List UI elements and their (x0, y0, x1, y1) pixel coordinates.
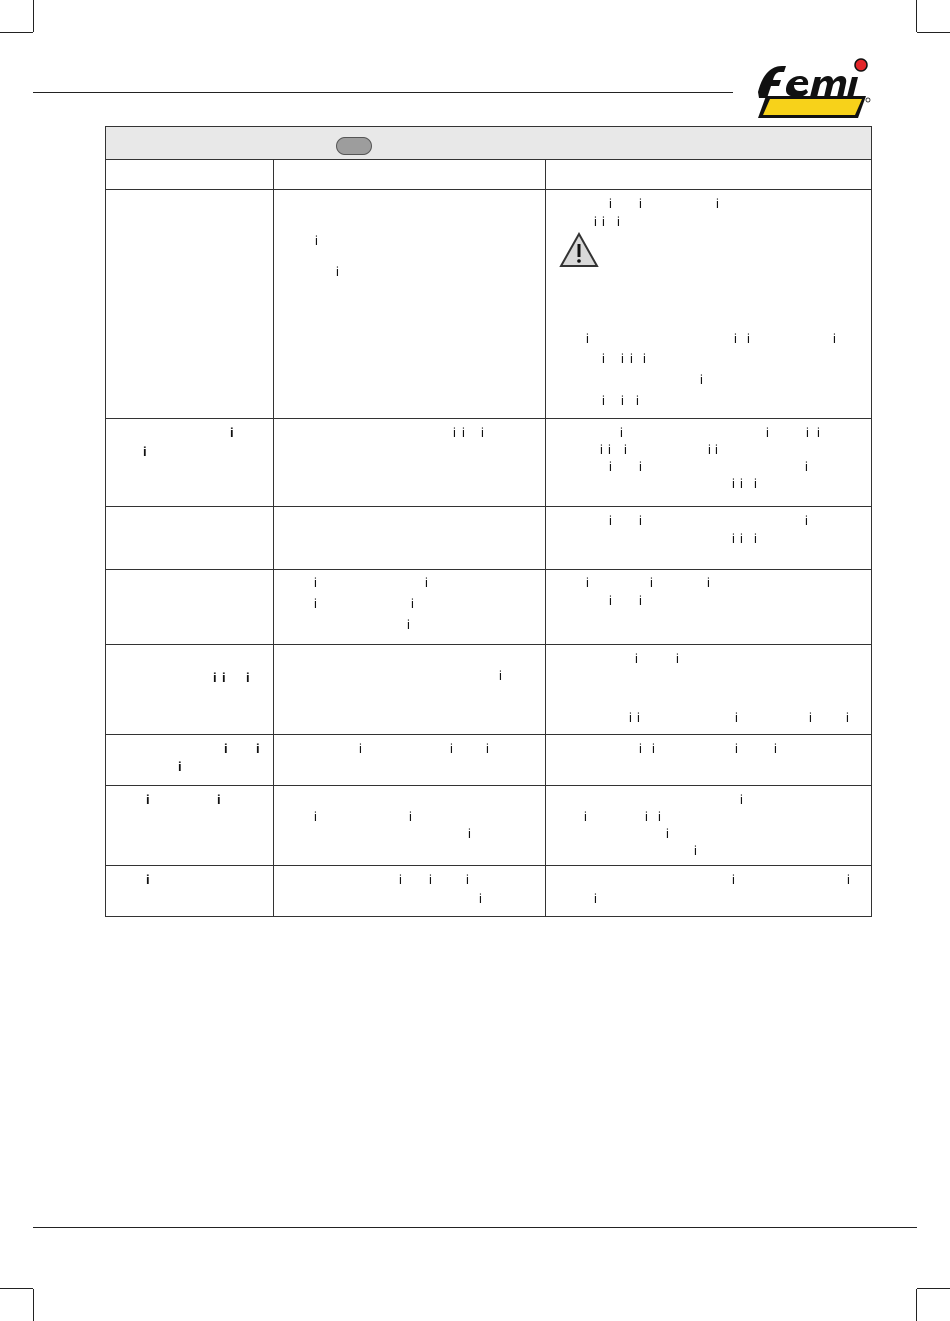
glyph: i (652, 741, 655, 756)
glyph: i (639, 741, 642, 756)
glyph: i (716, 196, 719, 211)
crop-mark-bottom-left (33, 1289, 34, 1321)
crop-mark-bottom-right (916, 1289, 917, 1321)
glyph: i (676, 651, 679, 666)
glyph: i (246, 670, 250, 685)
cell-solution (546, 786, 872, 866)
cell-problem (106, 419, 274, 507)
cell-cause (274, 735, 546, 786)
glyph: i (639, 513, 642, 528)
glyph: i (708, 442, 711, 457)
glyph: i (754, 476, 757, 491)
table-title-cell (106, 127, 872, 160)
cell-cause (274, 786, 546, 866)
glyph: i (602, 393, 605, 408)
glyph: i (411, 596, 414, 611)
table-row (106, 570, 872, 645)
glyph: i (740, 792, 743, 807)
glyph: i (636, 393, 639, 408)
glyph: i (833, 331, 836, 346)
glyph: i (146, 872, 150, 887)
glyph: i (650, 575, 653, 590)
glyph: i (314, 575, 317, 590)
cell-problem (106, 735, 274, 786)
glyph: i (658, 809, 661, 824)
glyph: i (217, 792, 221, 807)
glyph: i (700, 372, 703, 387)
glyph: i (314, 809, 317, 824)
glyph: i (635, 651, 638, 666)
glyph: i (425, 575, 428, 590)
table-row (106, 866, 872, 917)
glyph: i (732, 531, 735, 546)
glyph: i (630, 351, 633, 366)
cell-problem (106, 866, 274, 917)
glyph: i (594, 891, 597, 906)
glyph: i (645, 809, 648, 824)
glyph: i (479, 891, 482, 906)
glyph: i (429, 872, 432, 887)
table-row (106, 786, 872, 866)
glyph: i (817, 425, 820, 440)
cell-solution (546, 645, 872, 735)
glyph: i (621, 351, 624, 366)
warning-triangle-icon (559, 232, 599, 268)
cell-problem (106, 645, 274, 735)
crop-mark-bottom-left-h (0, 1288, 33, 1289)
glyph: i (715, 442, 718, 457)
glyph: i (609, 513, 612, 528)
cell-solution (546, 570, 872, 645)
cell-solution (546, 190, 872, 419)
glyph: i (732, 476, 735, 491)
glyph: i (694, 843, 697, 858)
glyph: i (407, 617, 410, 632)
glyph: i (586, 575, 589, 590)
glyph: i (639, 593, 642, 608)
table-row (106, 645, 872, 735)
cell-solution (546, 507, 872, 570)
glyph: i (637, 710, 640, 725)
glyph: i (735, 741, 738, 756)
glyph: i (617, 214, 620, 229)
glyph: i (230, 425, 234, 440)
cell-cause (274, 866, 546, 917)
glyph: i (629, 710, 632, 725)
glyph: i (846, 710, 849, 725)
cell-solution (546, 735, 872, 786)
header-col-problem (106, 160, 274, 190)
glyph: i (359, 741, 362, 756)
glyph: i (481, 425, 484, 440)
glyph: i (450, 741, 453, 756)
glyph: i (806, 425, 809, 440)
glyph: i (609, 593, 612, 608)
glyph: i (747, 331, 750, 346)
glyph: i (847, 872, 850, 887)
glyph: i (735, 710, 738, 725)
glyph: i (666, 826, 669, 841)
cell-problem (106, 507, 274, 570)
glyph: i (732, 872, 735, 887)
glyph: i (468, 826, 471, 841)
glyph: i (314, 596, 317, 611)
cell-solution (546, 866, 872, 917)
glyph: i (213, 670, 217, 685)
crop-mark-top-left (33, 0, 34, 32)
glyph: i (453, 425, 456, 440)
header-rule (33, 92, 733, 93)
table-row (106, 190, 872, 419)
table-row (106, 419, 872, 507)
glyph: i (486, 741, 489, 756)
crop-mark-top-right-h (917, 32, 950, 33)
header-col-solution (546, 160, 872, 190)
glyph: i (609, 459, 612, 474)
femi-logo (748, 54, 872, 124)
glyph: i (620, 425, 623, 440)
table-row (106, 507, 872, 570)
table-title-row (106, 127, 872, 160)
glyph: i (754, 531, 757, 546)
glyph: i (466, 872, 469, 887)
glyph: i (740, 531, 743, 546)
glyph: i (336, 264, 339, 279)
glyph: i (624, 442, 627, 457)
glyph: i (586, 331, 589, 346)
table-row (106, 735, 872, 786)
header-col-cause (274, 160, 546, 190)
glyph: i (608, 442, 611, 457)
crop-mark-top-left-h (0, 32, 33, 33)
glyph: i (805, 459, 808, 474)
glyph: i (600, 442, 603, 457)
glyph: i (178, 759, 182, 774)
glyph: i (499, 668, 502, 683)
glyph: i (409, 809, 412, 824)
glyph: i (805, 513, 808, 528)
crop-mark-top-right (916, 0, 917, 32)
glyph: i (774, 741, 777, 756)
femi-logo-icon (748, 54, 872, 124)
cell-cause (274, 419, 546, 507)
glyph: i (222, 670, 226, 685)
cell-cause (274, 570, 546, 645)
cell-problem (106, 190, 274, 419)
cell-problem (106, 786, 274, 866)
glyph: i (643, 351, 646, 366)
glyph: i (462, 425, 465, 440)
glyph: i (766, 425, 769, 440)
footer-rule (33, 1227, 917, 1228)
glyph: i (809, 710, 812, 725)
cell-cause (274, 507, 546, 570)
glyph: i (621, 393, 624, 408)
cell-cause (274, 190, 546, 419)
glyph: i (315, 233, 318, 248)
glyph: i (399, 872, 402, 887)
troubleshooting-table (105, 126, 872, 917)
glyph: i (609, 196, 612, 211)
cell-cause (274, 645, 546, 735)
glyph: i (734, 331, 737, 346)
cell-solution (546, 419, 872, 507)
crop-mark-bottom-right-h (917, 1288, 950, 1289)
glyph: i (740, 476, 743, 491)
cell-problem (106, 570, 274, 645)
glyph: i (584, 809, 587, 824)
glyph: i (146, 792, 150, 807)
glyph: i (602, 214, 605, 229)
glyph: i (224, 741, 228, 756)
table-header-row (106, 160, 872, 190)
glyph: i (143, 444, 147, 459)
glyph: i (639, 459, 642, 474)
glyph: i (707, 575, 710, 590)
language-badge (336, 137, 372, 155)
glyph: i (602, 351, 605, 366)
glyph: i (639, 196, 642, 211)
glyph: i (594, 214, 597, 229)
glyph: i (256, 741, 260, 756)
